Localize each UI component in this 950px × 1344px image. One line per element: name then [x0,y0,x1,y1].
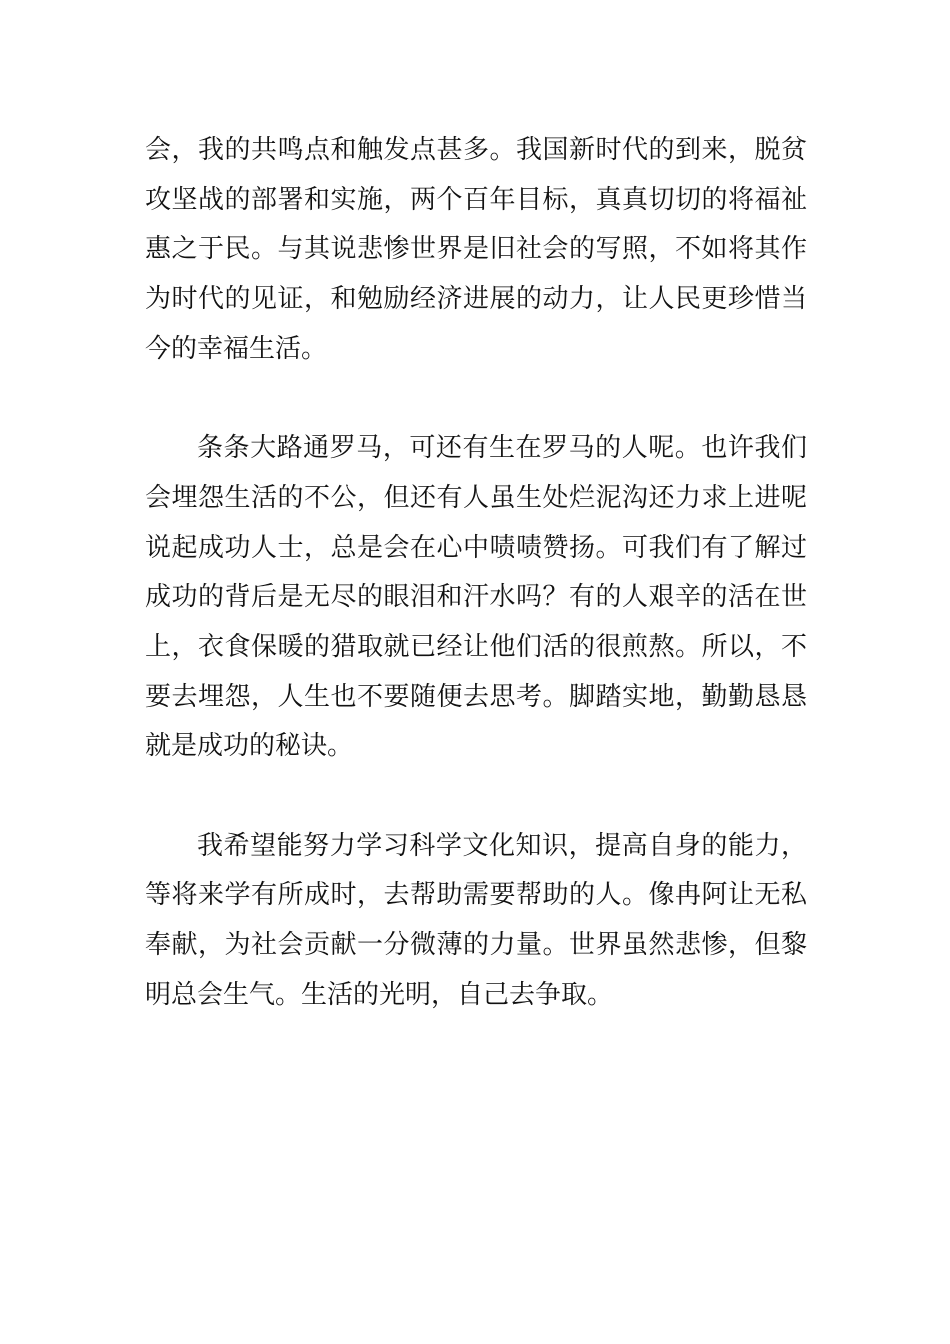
paragraph-1 [145,126,807,374]
text-line: 明总会生气。生活的光明，自己去争取。 [145,979,614,1010]
text-line: 条条大路通罗马，可还有生在罗马的人呢。也许我们 [197,433,807,464]
text-line: 成功的背后是无尽的眼泪和汗水吗？有的人艰辛的活在世 [145,582,807,613]
text-line: 等将来学有所成时，去帮助需要帮助的人。像冉阿让无私 [145,880,807,911]
body-text [145,126,807,1020]
text-line: 今的幸福生活。 [145,333,328,364]
text-line: 上，衣食保暖的猎取就已经让他们活的很煎熬。所以，不 [145,631,807,662]
paragraph-3 [145,822,807,1021]
paragraph-2 [145,424,807,772]
text-line: 说起成功人士，总是会在心中啧啧赞扬。可我们有了解过 [145,532,807,563]
text-line: 惠之于民。与其说悲惨世界是旧社会的写照，不如将其作 [145,234,807,265]
text-line: 就是成功的秘诀。 [145,731,354,762]
text-line: 奉献，为社会贡献一分微薄的力量。世界虽然悲惨，但黎 [145,930,807,960]
text-line: 会埋怨生活的不公，但还有人虽生处烂泥沟还力求上进呢 [145,482,807,513]
text-line: 要去埋怨，人生也不要随便去思考。脚踏实地，勤勤恳恳 [145,681,807,712]
text-line: 为时代的见证，和勉励经济进展的动力，让人民更珍惜当 [145,284,807,315]
text-line: 攻坚战的部署和实施，两个百年目标，真真切切的将福祉 [145,184,807,215]
text-line: 我希望能努力学习科学文化知识，提高自身的能力， [197,830,807,861]
text-line: 会，我的共鸣点和触发点甚多。我国新时代的到来，脱贫 [145,135,807,165]
